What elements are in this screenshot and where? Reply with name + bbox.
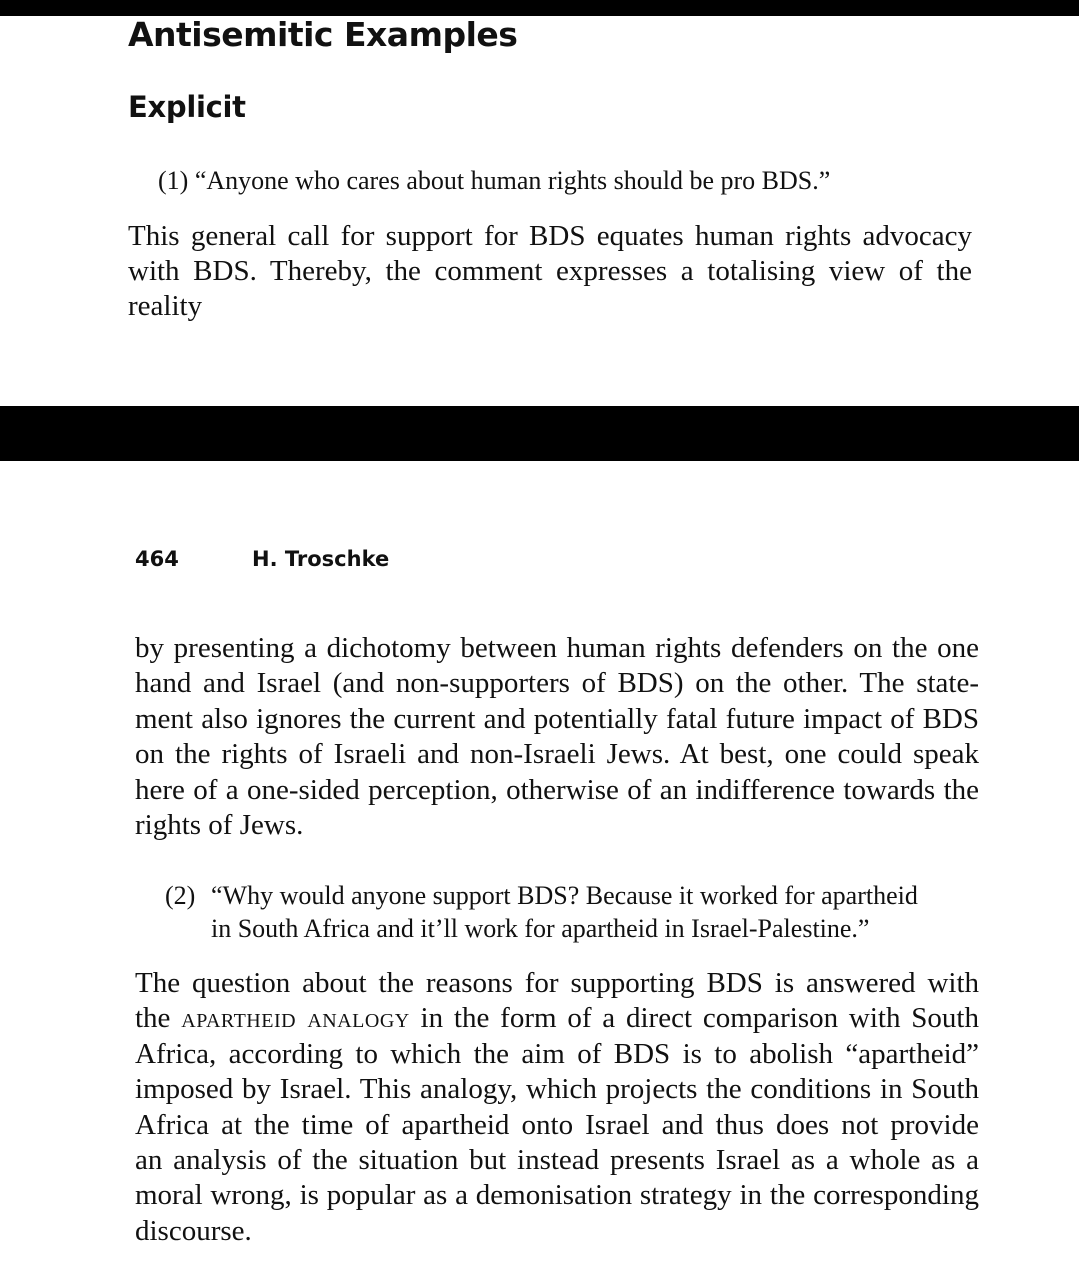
paragraph-3 [135, 966, 979, 1249]
paragraph-1 [128, 219, 972, 324]
paragraph-line: here of a one-sided perception, otherwise of an indifference towards the [135, 773, 979, 806]
running-head-author: H. Troschke [252, 547, 390, 571]
paragraph-line [135, 1001, 979, 1036]
section-heading: Antisemitic Examples [128, 15, 518, 54]
example-quote-1: (1) “Anyone who cares about human rights should be pro BDS.” [158, 166, 831, 195]
apartheid-analogy-term: apartheid analogy [181, 1002, 410, 1035]
example-text [211, 879, 971, 945]
paragraph-line: by presenting a dichotomy between human rights defenders on the one [135, 632, 979, 664]
paragraph-line: This general call for support for BDS equates human rights advocacy [128, 220, 972, 252]
paragraph-2 [135, 631, 979, 843]
line-text: the [135, 1002, 171, 1035]
page-number: 464 [135, 547, 179, 571]
sub-heading: Explicit [128, 90, 246, 124]
top-black-bar [0, 0, 1079, 16]
previous-page-fragment [0, 16, 1079, 406]
paragraph-line: Africa, according to which the aim of BDS is to abolish “apartheid” [135, 1037, 979, 1070]
example-number: (2) [165, 881, 196, 910]
paragraph-line: moral wrong, is popular as a demonisation strategy in the corresponding [135, 1179, 979, 1212]
paragraph-line: on the rights of Israeli and non-Israeli Jews. At best, one could speak [135, 738, 979, 771]
example-line: in South Africa and it’ll work for apartheid in Israel-Palestine.” [211, 914, 870, 943]
example-line: “Why would anyone support BDS? Because it worked for apartheid [211, 881, 918, 910]
paragraph-line: an analysis of the situation but instead presents Israel as a whole as a [135, 1144, 979, 1177]
paragraph-line: The question about the reasons for supporting BDS is answered with [135, 967, 979, 999]
paragraph-line: discourse. [135, 1214, 252, 1247]
paragraph-line: rights of Jews. [135, 809, 304, 842]
paragraph-line: imposed by Israel. This analogy, which projects the conditions in South [135, 1073, 979, 1106]
line-text: in the form of a direct comparison with South [420, 1002, 979, 1035]
page-separator-bar [0, 406, 1079, 461]
paragraph-line: Africa at the time of apartheid onto Israel and thus does not provide [135, 1108, 979, 1141]
paragraph-line: ment also ignores the current and potentially fatal future impact of BDS [135, 702, 979, 735]
paragraph-line: hand and Israel (and non-supporters of BDS) on the other. The state- [135, 667, 979, 700]
paragraph-line: with BDS. Thereby, the comment expresses a totalising view of the reality [128, 255, 972, 322]
page-464 [0, 461, 1079, 1263]
